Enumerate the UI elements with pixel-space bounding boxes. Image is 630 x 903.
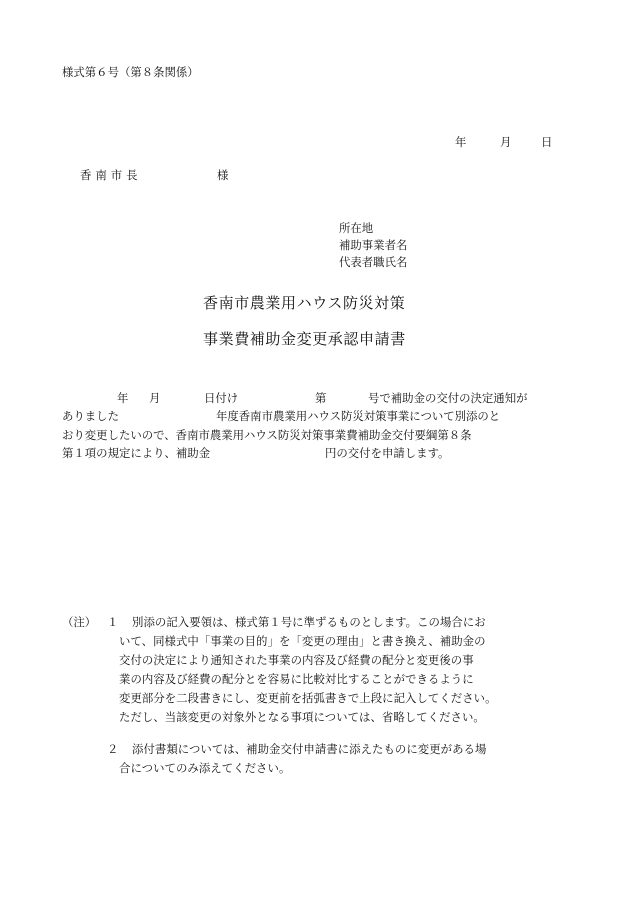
note-1-line-1: 別添の記入要領は、様式第１号に準ずるものとします。この場合にお <box>132 615 486 629</box>
date-year: 年 <box>455 135 467 149</box>
representative-label: 代表者職氏名 <box>339 255 408 269</box>
date-month: 月 <box>500 135 512 149</box>
body-line-4 <box>62 448 578 462</box>
note-2-line-2: 合についてのみ添えてください。 <box>119 761 291 775</box>
title-line-2: 事業費補助金変更承認申請書 <box>203 330 406 348</box>
body-line-1-rest: 号で補助金の交付の決定通知が <box>368 391 528 405</box>
body-line-3-text: おり変更したいので、香南市農業用ハウス防災対策事業費補助金交付要綱第８条 <box>62 428 472 442</box>
note-1-line-3: 交付の決定により通知された事業の内容及び経費の配分と変更後の事 <box>119 653 474 667</box>
address-label: 所在地 <box>339 221 374 235</box>
body-line-2-rest: 年度香南市農業用ハウス防災対策事業について別添のと <box>216 409 501 423</box>
body-month: 月 <box>149 391 161 405</box>
recipient-suffix: 様 <box>217 168 229 182</box>
body-line-4-rest: 円の交付を申請します。 <box>325 446 450 460</box>
form-number-label: 様式第６号（第８条関係） <box>62 65 199 79</box>
recipient-name: 香南市長 <box>80 168 142 182</box>
note-1-line-6: ただし、当該変更の対象外となる事項については、省略してください。 <box>119 710 485 724</box>
title-line-1: 香南市農業用ハウス防災対策 <box>203 294 406 312</box>
note-2-number: ２ <box>107 742 119 756</box>
notes-label: （注） <box>62 615 97 629</box>
body-line-1 <box>62 393 578 407</box>
body-dated: 日付け <box>204 391 239 405</box>
note-1-line-4: 業の内容及び経費の配分とを容易に比較対比することができるように <box>119 672 474 686</box>
body-line-2-start: ありました <box>62 409 119 423</box>
body-year: 年 <box>117 391 129 405</box>
body-line-3 <box>62 430 578 444</box>
note-1-line-5: 変更部分を二段書きにし、変更前を括弧書きで上段に記入してください。 <box>119 691 497 705</box>
note-2-line-1: 添付書類については、補助金交付申請書に添えたものに変更がある場 <box>132 742 487 756</box>
body-number-prefix: 第 <box>315 391 327 405</box>
operator-label: 補助事業者名 <box>339 238 408 252</box>
date-day: 日 <box>541 135 553 149</box>
note-1-line-2: いて、同様式中「事業の目的」を「変更の理由」と書き換え、補助金の <box>119 634 486 648</box>
note-1-number: １ <box>107 615 119 629</box>
body-line-4-start: 第１項の規定により、補助金 <box>62 446 211 460</box>
body-line-2 <box>62 411 578 425</box>
